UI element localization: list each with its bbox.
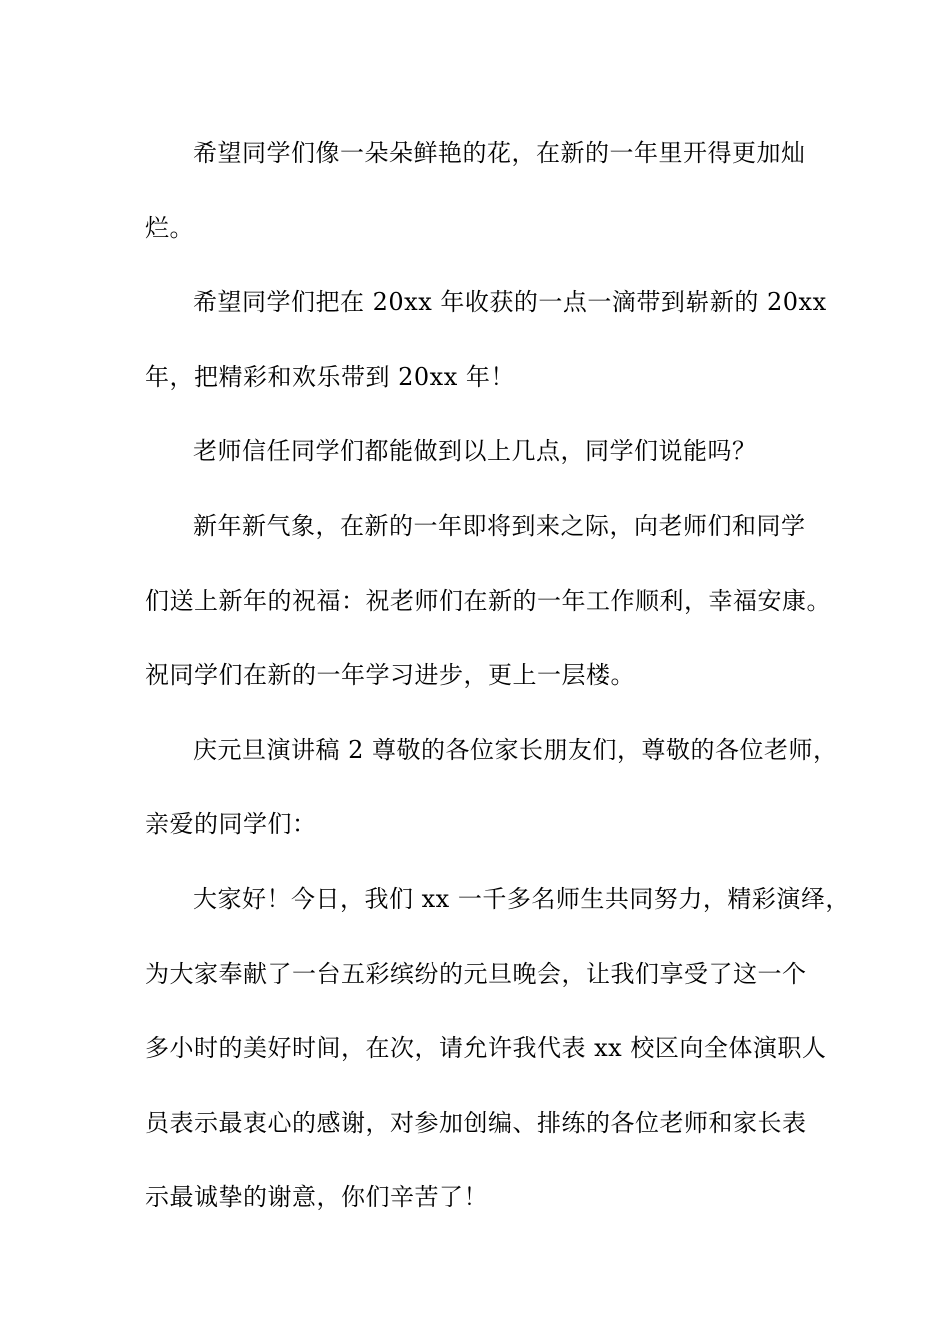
text-line-3: 希望同学们把在 20xx 年收获的一点一滴带到崭新的 20xx: [193, 288, 827, 317]
text-line-8: 祝同学们在新的一年学习进步，更上一层楼。: [145, 661, 635, 690]
text-line-7: 们送上新年的祝福：祝老师们在新的一年工作顺利，幸福安康。: [145, 586, 831, 615]
text-line-10: 亲爱的同学们：: [145, 810, 317, 839]
document-body: [145, 128, 850, 1247]
text-line-9: 庆元旦演讲稿 2 尊敬的各位家长朋友们，尊敬的各位老师，: [193, 735, 838, 764]
text-line-6: 新年新气象，在新的一年即将到来之际，向老师们和同学: [193, 511, 806, 540]
text-line-2: 烂。: [145, 213, 194, 242]
text-line-5: 老师信任同学们都能做到以上几点，同学们说能吗？: [193, 437, 757, 466]
text-line-15: 示最诚挚的谢意，你们辛苦了！: [145, 1183, 488, 1212]
text-line-11: 大家好！今日，我们 xx 一千多名师生共同努力，精彩演绎，: [193, 884, 850, 913]
text-line-14: 员表示最衷心的感谢，对参加创编、排练的各位老师和家长表: [145, 1108, 807, 1137]
text-line-1: 希望同学们像一朵朵鲜艳的花，在新的一年里开得更加灿: [193, 139, 806, 167]
text-line-12: 为大家奉献了一台五彩缤纷的元旦晚会，让我们享受了这一个: [145, 959, 807, 988]
text-line-13: 多小时的美好时间，在次，请允许我代表 xx 校区向全体演职人: [145, 1034, 827, 1063]
text-line-4: 年，把精彩和欢乐带到 20xx 年！: [145, 362, 515, 391]
